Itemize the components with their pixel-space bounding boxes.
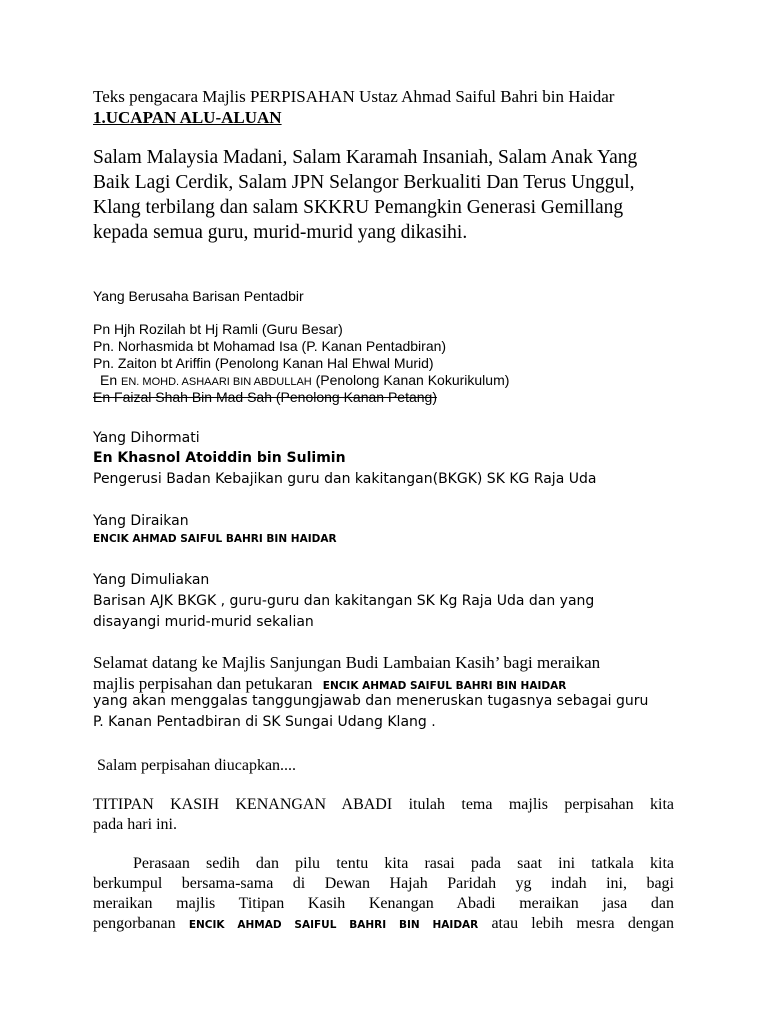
admin-en-name: EN. MOHD. ASHAARI BIN ABDULLAH	[121, 376, 312, 388]
welcome-line: Selamat datang ke Majlis Sanjungan Budi Lambaian Kasih’ bagi meraikan	[93, 653, 601, 672]
dimuliakan-label: Yang Dimuliakan	[93, 572, 210, 588]
admin-en-role: (Penolong Kanan Kokurikulum)	[315, 372, 510, 388]
admin-en-prefix: En	[100, 372, 118, 388]
paragraph-honoree-name: ENCIK AHMAD SAIFUL BAHRI BIN HAIDAR	[188, 919, 479, 931]
paragraph-line	[93, 915, 674, 933]
admin-item-struck: En Faizal Shah Bin Mad Sah (Penolong Kanan Petang)	[93, 389, 438, 405]
welcome-line: P. Kanan Pentadbiran di SK Sungai Udang Klang .	[93, 714, 436, 730]
admin-item: Pn Hjh Rozilah bt Hj Ramli (Guru Besar)	[93, 321, 343, 337]
theme-line: TITIPAN KASIH KENANGAN ABADI itulah tema majlis perpisahan kita	[93, 796, 674, 813]
greeting-line: Salam Malaysia Madani, Salam Karamah Insaniah, Salam Anak Yang	[93, 147, 638, 168]
greeting-line: Klang terbilang dan salam SKKRU Pemangkin Generasi Gemillang	[93, 197, 624, 218]
diraikan-label: Yang Diraikan	[93, 513, 189, 529]
welcome-line-text: majlis perpisahan dan petukaran	[93, 674, 313, 693]
dimuliakan-line: disayangi murid-murid sekalian	[93, 614, 314, 630]
paragraph-line: meraikan majlis Titipan Kasih Kenangan Abadi meraikan jasa dan	[93, 895, 674, 912]
admin-heading: Yang Berusaha Barisan Pentadbir	[93, 288, 304, 304]
dihormati-name: En Khasnol Atoiddin bin Sulimin	[93, 450, 346, 466]
admin-item	[100, 372, 509, 388]
welcome-honoree-name: ENCIK AHMAD SAIFUL BAHRI BIN HAIDAR	[322, 680, 567, 692]
greeting-line: Baik Lagi Cerdik, Salam JPN Selangor Berkualiti Dan Terus Unggul,	[93, 172, 635, 193]
farewell-line: Salam perpisahan diucapkan....	[97, 757, 297, 774]
paragraph-text: atau lebih mesra dengan	[491, 915, 675, 932]
dimuliakan-line: Barisan AJK BKGK , guru-guru dan kakitangan SK Kg Raja Uda dan yang	[93, 593, 595, 609]
paragraph-line: Perasaan sedih dan pilu tentu kita rasai pada saat ini tatkala kita	[133, 855, 674, 872]
document-title: Teks pengacara Majlis PERPISAHAN Ustaz Ahmad Saiful Bahri bin Haidar	[93, 87, 615, 106]
paragraph-text: pengorbanan	[93, 915, 176, 932]
admin-item: Pn. Zaiton bt Ariffin (Penolong Kanan Hal Ehwal Murid)	[93, 355, 434, 371]
admin-item: Pn. Norhasmida bt Mohamad Isa (P. Kanan Pentadbiran)	[93, 338, 447, 354]
section-heading: 1.UCAPAN ALU-ALUAN	[93, 108, 282, 127]
dihormati-role: Pengerusi Badan Kebajikan guru dan kakitangan(BKGK) SK KG Raja Uda	[93, 471, 597, 487]
greeting-line: kepada semua guru, murid-murid yang dikasihi.	[93, 222, 468, 243]
theme-line: pada hari ini.	[93, 816, 177, 833]
welcome-line	[93, 674, 566, 694]
welcome-line: yang akan menggalas tanggungjawab dan meneruskan tugasnya sebagai guru	[93, 693, 649, 709]
paragraph-line: berkumpul bersama-sama di Dewan Hajah Paridah yg indah ini, bagi	[93, 875, 674, 892]
diraikan-name: ENCIK AHMAD SAIFUL BAHRI BIN HAIDAR	[93, 533, 337, 545]
dihormati-label: Yang Dihormati	[93, 430, 200, 446]
